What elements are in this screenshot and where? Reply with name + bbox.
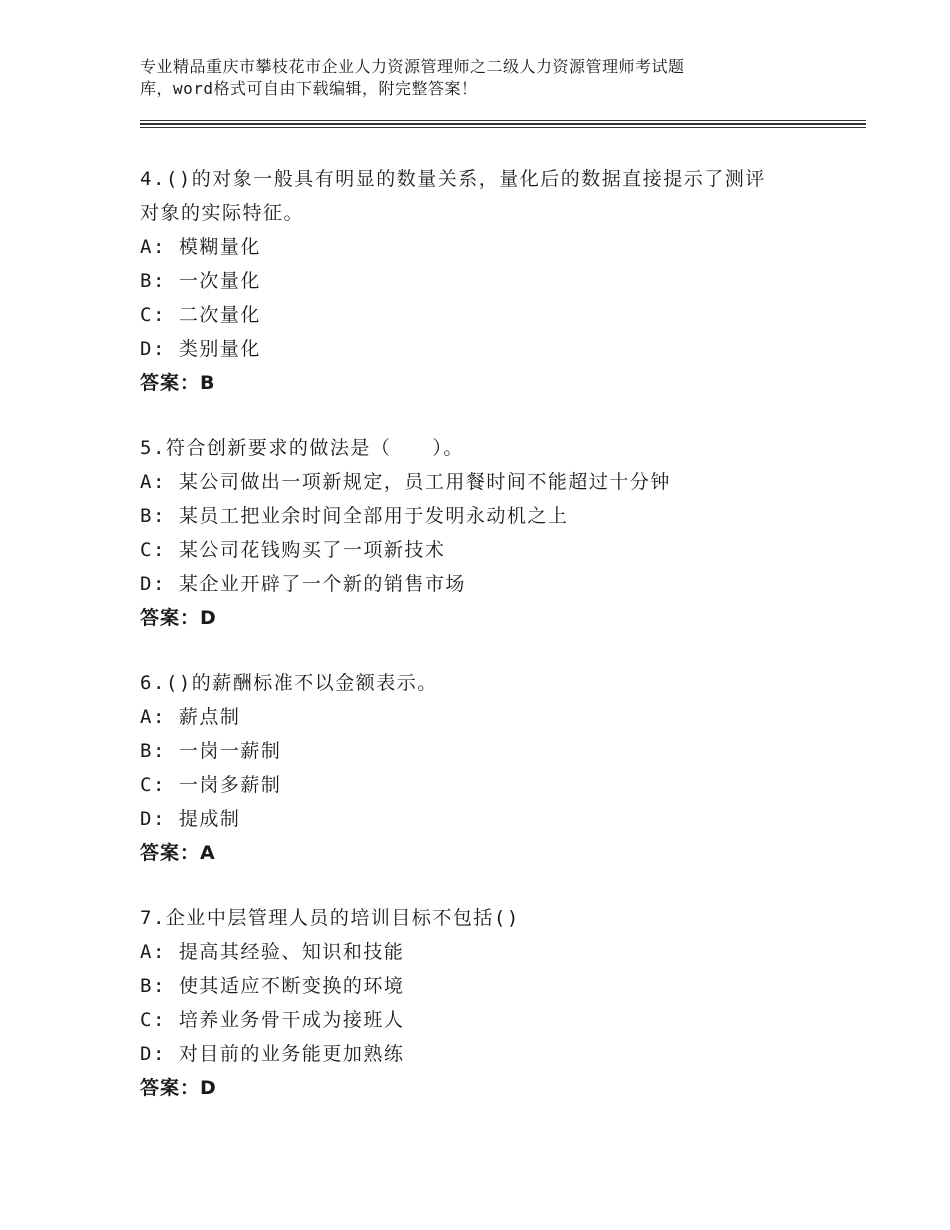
- document-header: [140, 56, 840, 100]
- question-text: 6.()的薪酬标准不以金额表示。: [140, 672, 438, 694]
- header-divider-middle: [140, 123, 866, 125]
- option-d: D: 某企业开辟了一个新的销售市场: [140, 573, 466, 595]
- option-a: A: 薪点制: [140, 706, 241, 728]
- question-text: 4.()的对象一般具有明显的数量关系，量化后的数据直接提示了测评: [140, 168, 766, 190]
- option-b: B: 使其适应不断变换的环境: [140, 975, 405, 997]
- question-text: 5.符合创新要求的做法是（ ）。: [140, 437, 464, 459]
- option-c: C: 培养业务骨干成为接班人: [140, 1009, 405, 1031]
- question-list: [140, 162, 840, 1136]
- option-b: B: 一岗一薪制: [140, 740, 282, 762]
- option-a: A: 提高其经验、知识和技能: [140, 941, 405, 963]
- option-c: C: 二次量化: [140, 304, 261, 326]
- question-text: 7.企业中层管理人员的培训目标不包括(): [140, 907, 520, 929]
- question-5: [140, 431, 840, 635]
- answer: 答案：B: [140, 372, 216, 394]
- question-7: [140, 901, 840, 1105]
- option-c: C: 一岗多薪制: [140, 774, 282, 796]
- header-divider-bottom: [140, 127, 866, 128]
- option-d: D: 对目前的业务能更加熟练: [140, 1043, 405, 1065]
- question-6: [140, 666, 840, 870]
- question-text-continued: 对象的实际特征。: [140, 202, 305, 224]
- option-c: C: 某公司花钱购买了一项新技术: [140, 539, 446, 561]
- answer: 答案：D: [140, 607, 217, 629]
- option-b: B: 一次量化: [140, 270, 261, 292]
- option-d: D: 类别量化: [140, 338, 261, 360]
- option-d: D: 提成制: [140, 808, 241, 830]
- option-b: B: 某员工把业余时间全部用于发明永动机之上: [140, 505, 569, 527]
- question-4: [140, 162, 840, 400]
- header-line-1: 专业精品重庆市攀枝花市企业人力资源管理师之二级人力资源管理师考试题: [140, 57, 685, 76]
- option-a: A: 模糊量化: [140, 236, 261, 258]
- answer: 答案：D: [140, 1077, 217, 1099]
- option-a: A: 某公司做出一项新规定，员工用餐时间不能超过十分钟: [140, 471, 671, 493]
- answer: 答案：A: [140, 842, 216, 864]
- header-divider-top: [140, 120, 866, 121]
- header-line-2: 库，word格式可自由下载编辑，附完整答案！: [140, 79, 478, 98]
